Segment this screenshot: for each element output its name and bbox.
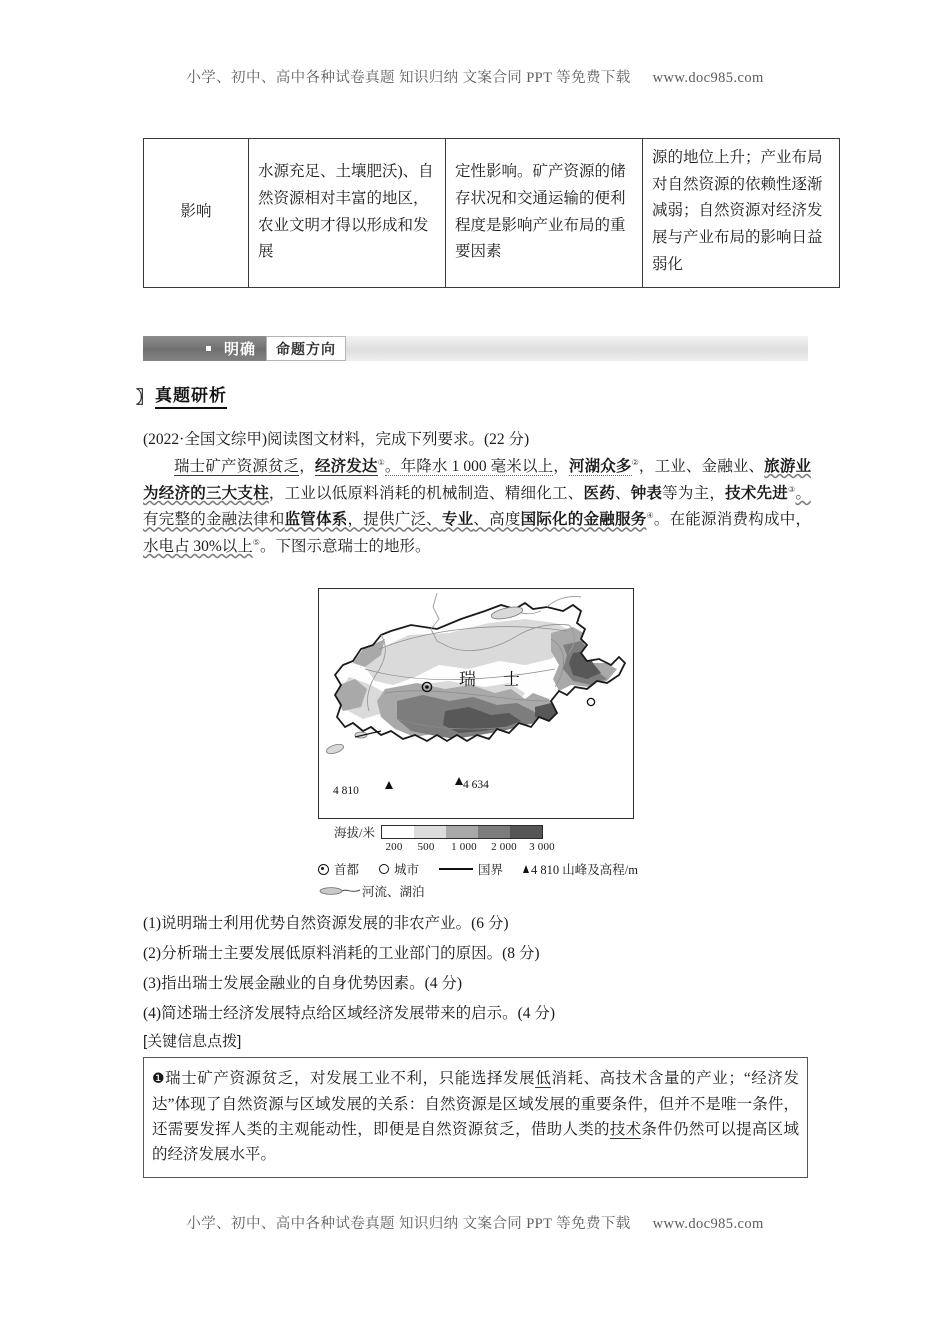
legend-peak xyxy=(523,860,638,878)
peak-left-label: 4 810 xyxy=(333,785,359,797)
legend-city-label: 城市 xyxy=(394,863,420,877)
legend-ramp-title: 海拔/米 xyxy=(334,826,375,840)
river-lake-icon xyxy=(318,885,362,897)
ramp-tick-4: 3 000 xyxy=(529,841,555,853)
peak-marker-right xyxy=(455,777,489,791)
running-header-url: www.doc985.com xyxy=(652,70,764,86)
legend-border-label: 国界 xyxy=(478,863,504,877)
table-row xyxy=(144,139,840,288)
banner-left-label: 明确 xyxy=(223,341,256,358)
legend-river-row xyxy=(318,882,634,900)
peak-triangle-icon xyxy=(523,865,529,873)
stem-seg-14: 技术先进 xyxy=(725,484,789,502)
stem-seg-10: 医药 xyxy=(583,484,615,502)
note-emphasis-1: 低 xyxy=(535,1070,552,1087)
exam-source-line: (2022·全国文综甲)阅读图文材料，完成下列要求。(22 分) xyxy=(143,431,530,448)
key-info-tip-label: [关键信息点拨] xyxy=(143,1033,242,1050)
ramp-tick-2: 1 000 xyxy=(451,841,477,853)
stem-seg-20: 国际化的金融服务 xyxy=(520,511,647,529)
legend-border xyxy=(439,860,503,878)
stem-sup-5: ⑤ xyxy=(252,537,260,547)
stem-seg-22: 在能源消费构成中 xyxy=(669,511,796,529)
stem-seg-24: 水电占 30%以上 xyxy=(143,538,253,556)
banner-left-tab[interactable] xyxy=(143,336,266,361)
stem-sup-3: ③ xyxy=(788,484,796,494)
note-marker-icon: ❶ xyxy=(152,1071,166,1087)
peak-marker-left xyxy=(333,781,393,797)
note-emphasis-2: 技术 xyxy=(609,1121,642,1138)
legend-elevation-ramp-row xyxy=(318,823,634,841)
stem-seg-5: ， xyxy=(553,458,569,476)
square-bullet-icon xyxy=(206,346,211,351)
running-header xyxy=(0,66,950,87)
table-cell-postindustrial: 源的地位上升；产业布局对自然资源的依赖性逐渐减弱；自然资源对经济发展与产业布局的影响日益弱化 xyxy=(643,139,840,288)
stem-paragraph xyxy=(143,452,811,559)
stem-seg-13: 等为主， xyxy=(662,484,726,502)
stem-seg-16: 监管体系 xyxy=(284,511,348,529)
map-country-label-1: 瑞 xyxy=(459,670,476,689)
ramp-tick-1: 500 xyxy=(417,841,435,853)
stem-seg-6: 河湖众多 xyxy=(568,458,632,476)
running-footer-url: www.doc985.com xyxy=(652,1216,764,1232)
note-part-1: 瑞士矿产资源贫乏，对发展工业不利，只能选择发展 xyxy=(165,1070,536,1087)
stem-seg-21: 。 xyxy=(653,511,670,529)
question-4: (4)简述瑞士经济发展特点给区域经济发展带来的启示。(4 分) xyxy=(143,1005,556,1022)
switzerland-relief-map xyxy=(318,588,634,819)
stem-seg-4: 。年降水 1 000 毫米以上 xyxy=(384,458,554,476)
banner-right-tab[interactable] xyxy=(266,336,346,361)
running-footer-text: 小学、初中、高中各种试卷真题 知识归纳 文案合同 PPT 等免费下载 xyxy=(186,1216,631,1232)
border-line-icon xyxy=(439,868,473,870)
peak-right-label: 4 634 xyxy=(463,779,489,791)
legend-capital xyxy=(318,860,359,878)
ramp-swatch-3 xyxy=(478,826,510,838)
stem-seg-9: ，工业以低原料消耗的机械制造、精细化工、 xyxy=(268,484,584,502)
city-dot-icon xyxy=(379,864,389,874)
ramp-tick-0: 200 xyxy=(385,841,403,853)
section-heading xyxy=(136,381,227,409)
question-2: (2)分析瑞士主要发展低原料消耗的工业部门的原因。(8 分) xyxy=(143,945,540,962)
stem-seg-23: ， xyxy=(795,511,811,529)
map-country-label-2: 士 xyxy=(503,670,520,689)
stem-seg-11: 、 xyxy=(614,484,631,502)
double-bar-icon: 〗 xyxy=(136,387,150,407)
legend-river-label: 河流、湖泊 xyxy=(362,885,425,899)
running-footer xyxy=(0,1212,950,1233)
city-marker-icon xyxy=(587,698,594,705)
table-cell-industrial: 定性影响。矿产资源的储存状况和交通运输的便利程度是影响产业布局的重要因素 xyxy=(446,139,643,288)
legend-peak-label: 4 810 山峰及高程/m xyxy=(531,863,638,877)
question-1: (1)说明瑞士利用优势自然资源发展的非农产业。(6 分) xyxy=(143,915,509,932)
table-row-label: 影响 xyxy=(144,139,249,288)
map-legend xyxy=(318,823,638,900)
stem-sup-4: ④ xyxy=(646,511,654,521)
influence-table xyxy=(143,138,840,288)
ramp-tick-3: 2 000 xyxy=(491,841,517,853)
stem-seg-3: 经济发达 xyxy=(314,458,378,476)
legend-city xyxy=(379,860,419,878)
note-part-2: 消耗、高技术含量的产业；“经济发达”体现了自然资源与区域发展的关系：自然资源是区域发展的重要条件，但并不是唯一条件，还需要发挥人类的主观能动性，即便是自然资源贫乏，借助人类的 xyxy=(152,1070,799,1138)
stem-seg-7: ，工业、金融业、 xyxy=(638,458,765,476)
legend-symbols-row xyxy=(318,860,638,878)
section-heading-label: 真题研析 xyxy=(155,381,227,409)
running-header-text: 小学、初中、高中各种试卷真题 知识归纳 文案合同 PPT 等免费下载 xyxy=(186,70,631,86)
stem-seg-12: 钟表 xyxy=(630,484,663,502)
key-info-note-box xyxy=(143,1057,808,1178)
legend-ramp-ticks xyxy=(385,841,634,857)
question-3: (3)指出瑞士发展金融业的自身优势因素。(4 分) xyxy=(143,975,463,992)
map-graphic xyxy=(319,589,633,818)
legend-capital-label: 首都 xyxy=(334,863,360,877)
stem-seg-1: 瑞士矿产资源贫乏 xyxy=(174,458,300,476)
elevation-color-ramp xyxy=(381,825,543,839)
ramp-swatch-4 xyxy=(510,826,542,838)
stem-seg-25: 。下图示意瑞士的地形。 xyxy=(259,538,431,556)
ramp-swatch-2 xyxy=(446,826,478,838)
ramp-swatch-0 xyxy=(382,826,414,838)
stem-sup-1: ① xyxy=(377,458,385,467)
section-banner xyxy=(143,336,808,361)
stem-seg-17: ，提供广泛、 xyxy=(347,511,442,529)
stem-seg-19: 、高度 xyxy=(473,511,521,529)
stem-seg-15: 。有完整的金融法律和 xyxy=(143,484,811,529)
ramp-swatch-1 xyxy=(414,826,446,838)
stem-seg-2: ， xyxy=(299,458,315,476)
note-part-3: 条件仍然可以提高区域的经济发展水平。 xyxy=(152,1121,799,1163)
capital-dot-icon xyxy=(318,864,329,875)
stem-seg-18: 专业 xyxy=(441,511,474,529)
table-cell-agricultural: 水源充足、土壤肥沃)、自然资源相对丰富的地区，农业文明才得以形成和发展 xyxy=(249,139,446,288)
stem-sup-2: ② xyxy=(631,458,639,467)
stem-seg-8: 旅游业为经济的三大支柱 xyxy=(143,458,811,502)
banner-right-label: 命题方向 xyxy=(276,340,336,357)
